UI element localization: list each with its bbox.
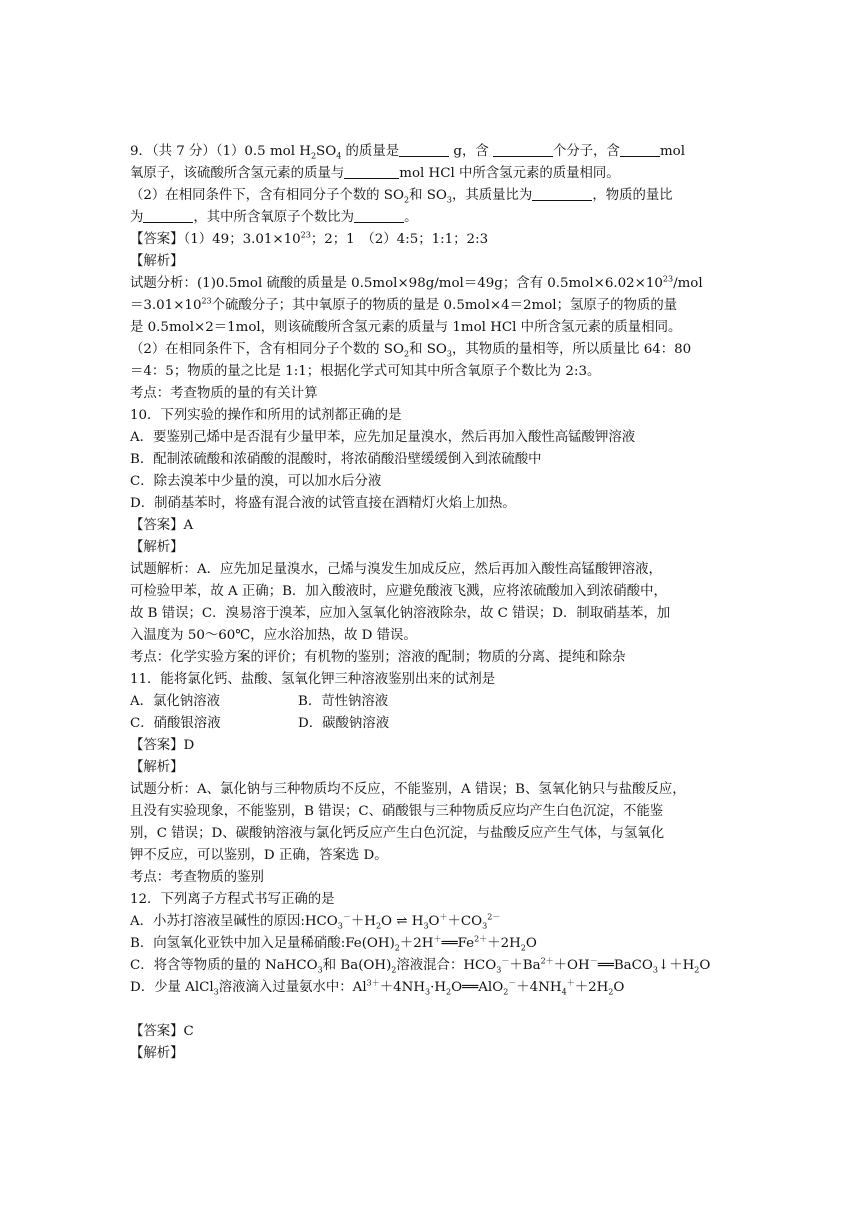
q10-analysis-3: 故 B 错误；C．溴易溶于溴苯，应加入氢氧化钠溶液除杂，故 C 错误；D．制取硝基苯，加 bbox=[130, 606, 671, 621]
q9-analysis-heading: 【解析】 bbox=[130, 254, 184, 269]
q10-option-a: A．要鉴别己烯中是否混有少量甲苯，应先加足量溴水，然后再加入酸性高锰酸钾溶液 bbox=[130, 430, 636, 445]
q10-analysis-heading: 【解析】 bbox=[130, 540, 184, 555]
q12-option-b: B．向氢氧化亚铁中加入足量稀硝酸$:Fe(OH)_2+2H^+══Fe^{2+}+2H_2O$ bbox=[130, 934, 537, 953]
answer-blank bbox=[344, 164, 399, 179]
q11-analysis-3: 别，C 错误；D、碳酸钠溶液与氯化钙反应产生白色沉淀，与盐酸反应产生气体，与氢氧化 bbox=[130, 826, 665, 841]
q11-analysis-heading: 【解析】 bbox=[130, 760, 184, 775]
q10-analysis-4: 入温度为 50～60℃，应水浴加热，故 D 错误。 bbox=[130, 628, 417, 643]
answer-blank bbox=[532, 186, 592, 201]
q12-analysis-heading: 【解析】 bbox=[130, 1046, 184, 1061]
q9-line-1: 9．（共 7 分）（1）0.5 mol $H_2SO_4$ 的质量是 g，含 个分子，含 mol bbox=[130, 144, 685, 161]
q10-analysis-1: 试题解析：A．应先加足量溴水，己烯与溴发生加成反应，然后再加入酸性高锰酸钾溶液， bbox=[130, 562, 662, 577]
q12-title: 12．下列离子方程式书写正确的是 bbox=[130, 892, 335, 907]
q11-option-c: C．硝酸银溶液 bbox=[130, 716, 221, 731]
answer-blank bbox=[354, 208, 404, 223]
q11-option-d: D．碳酸钠溶液 bbox=[298, 716, 390, 731]
q12-option-a: A．小苏打溶液呈碱性的原因$:HCO_3^-+H_2O$ ⇌ $H_3O^++CO_3^{2-}$ bbox=[130, 912, 501, 931]
q10-option-b: B．配制浓硫酸和浓硝酸的混酸时，将浓硝酸沿壁缓缓倒入到浓硫酸中 bbox=[130, 452, 542, 467]
q9-line-3: （2）在相同条件下，含有相同分子个数的 $SO_2$和 $SO_3$，其质量比为 ，物质的量比 bbox=[130, 188, 673, 205]
q10-analysis-2: 可检验甲苯，故 A 正确；B．加入酸液时，应避免酸液飞溅，应将浓硫酸加入到浓硝酸中， bbox=[130, 584, 667, 599]
q10-title: 10．下列实验的操作和所用的试剂都正确的是 bbox=[130, 408, 402, 423]
q11-analysis-4: 钾不反应，可以鉴别，D 正确，答案选 D。 bbox=[130, 848, 388, 863]
q10-kaodian: 考点：化学实验方案的评价；有机物的鉴别；溶液的配制；物质的分离、提纯和除杂 bbox=[130, 650, 626, 665]
q10-answer: 【答案】A bbox=[130, 518, 194, 533]
q9-analysis-3: 是 0.5mol×2＝1mol，则该硫酸所含氢元素的质量与 1mol HCl 中所含氢元素的质量相同。 bbox=[130, 320, 682, 335]
q9-analysis-4: （2）在相同条件下，含有相同分子个数的 $SO_2$和 $SO_3$，其物质的量相等，所以质量比 64：80 bbox=[130, 342, 692, 359]
q11-options-row-2 bbox=[130, 713, 730, 735]
q9-line-4: 为 ，其中所含氧原子个数比为 。 bbox=[130, 210, 418, 225]
q11-answer: 【答案】D bbox=[130, 738, 195, 753]
q12-option-d: D．少量 AlCl$_3$溶液滴入过量氨水中：$Al^{3+}+4NH_3\cdot H_2O══AlO_2^-+4NH_4^++2H_2O$ bbox=[130, 978, 625, 997]
q11-title: 11．能将氯化钙、盐酸、氢氧化钾三种溶液鉴别出来的试剂是 bbox=[130, 672, 496, 687]
q10-option-c: C．除去溴苯中少量的溴，可以加水后分液 bbox=[130, 474, 382, 489]
answer-blank bbox=[493, 142, 553, 157]
q9-analysis-2: $=3.01\times 10^{23}$个硫酸分子；其中氧原子的物质的量是 0.5mol×4＝2mol；氢原子的物质的量 bbox=[130, 296, 678, 313]
answer-blank bbox=[620, 142, 660, 157]
q11-analysis-2: 且没有实验现象，不能鉴别，B 错误；C、硝酸银与三种物质反应均产生白色沉淀，不能鉴 bbox=[130, 804, 664, 819]
q11-options-row-1 bbox=[130, 691, 730, 713]
q10-option-d: D．制硝基苯时，将盛有混合液的试管直接在酒精灯火焰上加热。 bbox=[130, 496, 516, 511]
answer-blank bbox=[399, 142, 449, 157]
q11-analysis-1: 试题分析：A、氯化钠与三种物质均不反应，不能鉴别，A 错误；B、氢氧化钠只与盐酸反应， bbox=[130, 782, 686, 797]
q11-option-a: A．氯化钠溶液 bbox=[130, 694, 221, 709]
q9-kaodian: 考点：考查物质的量的有关计算 bbox=[130, 386, 318, 401]
q12-option-c: C．将含等物质的量的 NaHCO$_3$和 $Ba(OH)_2$溶液混合：$HCO_3^-+Ba^{2+}+OH^-══BaCO_3↓+H_2O$ bbox=[130, 956, 711, 975]
q9-analysis-1: 试题分析：(1)0.5mol 硫酸的质量是 0.5mol×98g/mol＝49g；含有 $0.5mol\times 6.02\times 10^{23}$/mol bbox=[130, 274, 703, 291]
document-page bbox=[130, 141, 730, 1065]
q9-answer: 【答案】（1）49；$3.01\times 10^{23}$；2；1 （2）4:5；1:1；2:3 bbox=[130, 230, 489, 247]
q9-line-2: 氧原子，该硫酸所含氢元素的质量与 mol HCl 中所含氢元素的质量相同。 bbox=[130, 166, 620, 181]
q11-kaodian: 考点：考查物质的鉴别 bbox=[130, 870, 264, 885]
answer-blank bbox=[143, 208, 193, 223]
q11-option-b: B．苛性钠溶液 bbox=[298, 694, 389, 709]
q9-analysis-5: ＝4：5；物质的量之比是 1:1；根据化学式可知其中所含氧原子个数比为 2:3。 bbox=[130, 364, 601, 379]
q12-answer: 【答案】C bbox=[130, 1024, 194, 1039]
